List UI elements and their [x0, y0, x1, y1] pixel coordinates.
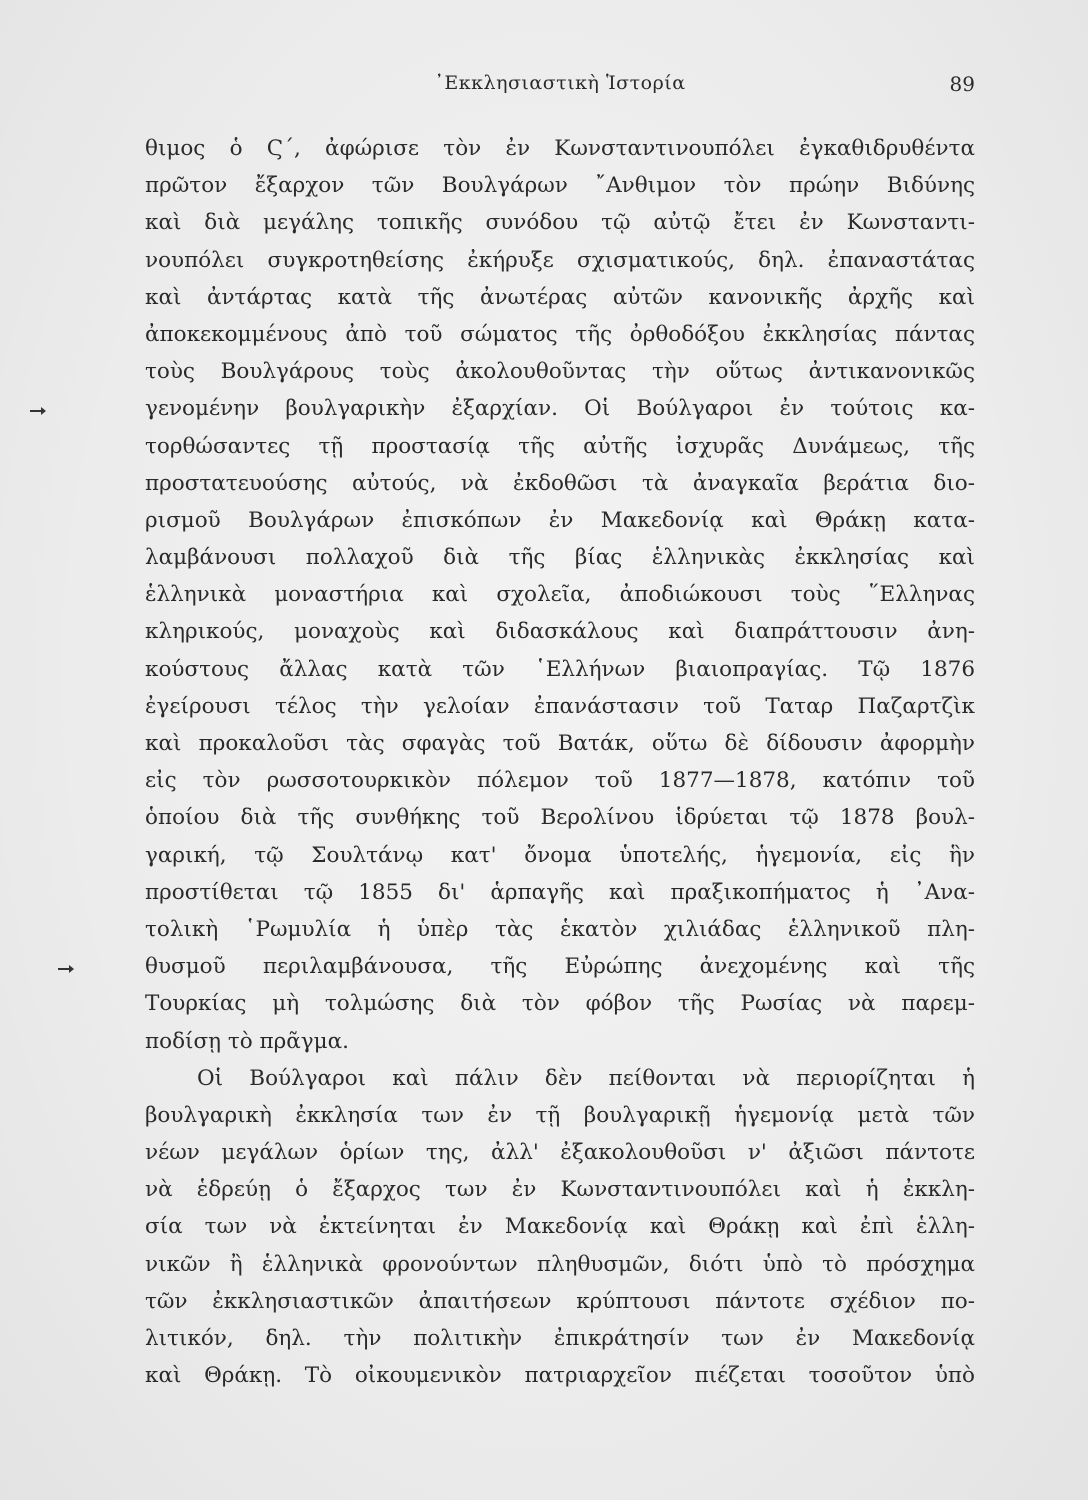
- text-line: εἰς τὸν ρωσσοτουρκικὸν πόλεμον τοῦ 1877—1878, κατόπιν τοῦ: [145, 768, 975, 794]
- text-line: σία των νὰ ἐκτείνηται ἐν Μακεδονίᾳ καὶ Θράκῃ καὶ ἐπὶ ἑλλη-: [145, 1214, 975, 1240]
- text-line: νουπόλει συγκροτηθείσης ἐκήρυξε σχισματικούς, δηλ. ἐπαναστάτας: [145, 247, 975, 273]
- text-line: γαρική, τῷ Σουλτάνῳ κατ' ὄνομα ὑποτελής, ἡγεμονία, εἰς ἣν: [145, 842, 975, 868]
- text-line: γενομένην βουλγαρικὴν ἐξαρχίαν. Οἱ Βούλγαροι ἐν τούτοις κα-: [145, 396, 975, 422]
- paragraph-1: [145, 130, 975, 1060]
- text-line: βουλγαρικὴ ἐκκλησία των ἐν τῇ βουλγαρικῇ ἡγεμονίᾳ μετὰ τῶν: [145, 1102, 975, 1128]
- text-line: τῶν ἐκκλησιαστικῶν ἀπαιτήσεων κρύπτουσι πάντοτε σχέδιον πο-: [145, 1288, 975, 1314]
- body-text: [145, 130, 975, 1394]
- text-line: κούστους ἄλλας κατὰ τῶν ῾Ελλήνων βιαιοπραγίας. Τῷ 1876: [145, 656, 975, 682]
- running-title: ᾿Εκκλησιαστικὴ Ἱστορία: [434, 72, 686, 94]
- text-line: τορθώσαντες τῇ προστασίᾳ τῆς αὐτῆς ἰσχυρᾶς Δυνάμεως, τῆς: [145, 433, 975, 459]
- text-line: ἀποκεκομμένους ἀπὸ τοῦ σώματος τῆς ὀρθοδόξου ἐκκλησίας πάντας: [145, 321, 975, 347]
- text-line: ὁποίου διὰ τῆς συνθήκης τοῦ Βερολίνου ἱδρύεται τῷ 1878 βουλ-: [145, 805, 975, 831]
- text-line: καὶ Θράκῃ. Τὸ οἰκουμενικὸν πατριαρχεῖον πιέζεται τοσοῦτον ὑπὸ: [145, 1363, 975, 1389]
- text-line: ἐγείρουσι τέλος τὴν γελοίαν ἐπανάστασιν τοῦ Ταταρ Παζαρτζὶκ: [145, 693, 975, 719]
- text-line: κληρικούς, μοναχοὺς καὶ διδασκάλους καὶ διαπράττουσιν ἀνη-: [145, 619, 975, 645]
- text-line: Οἱ Βούλγαροι καὶ πάλιν δὲν πείθονται νὰ περιορίζηται ἡ: [197, 1065, 975, 1091]
- text-line: νὰ ἑδρεύῃ ὁ ἔξαρχος των ἐν Κωνσταντινουπόλει καὶ ἡ ἐκκλη-: [145, 1177, 975, 1203]
- page-number: 89: [949, 72, 975, 96]
- margin-arrow-mark: [30, 410, 42, 412]
- text-line: ἑλληνικὰ μοναστήρια καὶ σχολεῖα, ἀποδιώκουσι τοὺς ῞Ελληνας: [145, 582, 975, 608]
- running-head: [145, 72, 975, 102]
- text-line: προστίθεται τῷ 1855 δι' ἁρπαγῆς καὶ πραξικοπήματος ἡ ᾿Ανα-: [145, 879, 975, 905]
- text-line: θυσμοῦ περιλαμβάνουσα, τῆς Εὐρώπης ἀνεχομένης καὶ τῆς: [145, 954, 975, 980]
- text-line: τολικὴ ῾Ρωμυλία ἡ ὑπὲρ τὰς ἑκατὸν χιλιάδας ἑλληνικοῦ πλη-: [145, 916, 975, 942]
- text-line: νέων μεγάλων ὁρίων της, ἀλλ' ἐξακολουθοῦσι ν' ἀξιῶσι πάντοτε: [145, 1140, 975, 1166]
- text-line: τοὺς Βουλγάρους τοὺς ἀκολουθοῦντας τὴν οὕτως ἀντικανονικῶς: [145, 359, 975, 385]
- text-line: προστατευούσης αὐτούς, νὰ ἐκδοθῶσι τὰ ἀναγκαῖα βεράτια διο-: [145, 470, 975, 496]
- text-line: Τουρκίας μὴ τολμώσης διὰ τὸν φόβον τῆς Ρωσίας νὰ παρεμ-: [145, 991, 975, 1017]
- margin-arrow-mark: [58, 968, 70, 970]
- paragraph-2: [145, 1060, 975, 1395]
- text-line: καὶ προκαλοῦσι τὰς σφαγὰς τοῦ Βατάκ, οὕτω δὲ δίδουσιν ἀφορμὴν: [145, 731, 975, 756]
- text-line: ποδίσῃ τὸ πρᾶγμα.: [145, 1028, 349, 1054]
- text-line: καὶ διὰ μεγάλης τοπικῆς συνόδου τῷ αὐτῷ ἔτει ἐν Κωνσταντι-: [145, 210, 975, 236]
- text-line: ρισμοῦ Βουλγάρων ἐπισκόπων ἐν Μακεδονίᾳ καὶ Θράκῃ κατα-: [145, 507, 975, 533]
- text-line: θιμος ὁ Ϛ΄, ἀφώρισε τὸν ἐν Κωνσταντινουπόλει ἐγκαθιδρυθέντα: [145, 136, 975, 161]
- text-line: πρῶτον ἔξαρχον τῶν Βουλγάρων ῎Ανθιμον τὸν πρώην Βιδύνης: [145, 173, 975, 199]
- text-line: λαμβάνουσι πολλαχοῦ διὰ τῆς βίας ἑλληνικὰς ἐκκλησίας καὶ: [145, 545, 975, 571]
- text-line: λιτικόν, δηλ. τὴν πολιτικὴν ἐπικράτησίν των ἐν Μακεδονίᾳ: [145, 1326, 975, 1351]
- text-line: καὶ ἀντάρτας κατὰ τῆς ἀνωτέρας αὐτῶν κανονικῆς ἀρχῆς καὶ: [145, 284, 975, 310]
- text-line: νικῶν ἢ ἑλληνικὰ φρονούντων πληθυσμῶν, διότι ὑπὸ τὸ πρόσχημα: [145, 1251, 975, 1277]
